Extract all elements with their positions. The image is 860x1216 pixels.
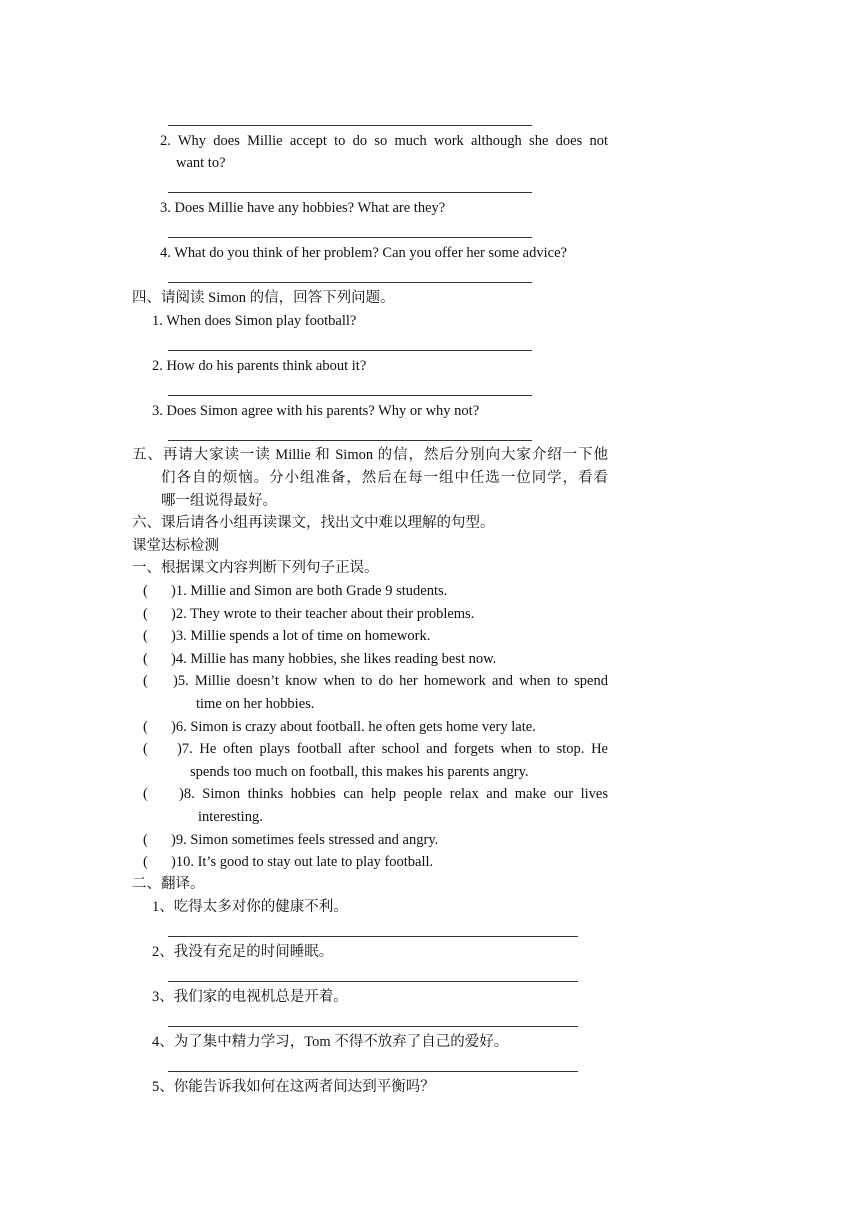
statement-text: )5. Millie doesn’t know when to do her homework and when to spend	[173, 673, 608, 690]
answer-line	[168, 282, 532, 283]
question-line: 4. What do you think of her problem? Can you offer her some advice?	[160, 245, 567, 261]
statement-text: )9. Simon sometimes feels stressed and angry.	[171, 831, 439, 848]
answer-line[interactable]	[168, 1071, 578, 1072]
translation-prompt: 3、我们家的电视机总是开着。	[152, 989, 348, 1005]
statement-text: )1. Millie and Simon are both Grade 9 students.	[171, 583, 448, 599]
answer-paren[interactable]: (	[143, 741, 148, 758]
translation-prompt: 2、我没有充足的时间睡眠。	[152, 944, 334, 960]
question-line-continued: want to?	[176, 155, 226, 171]
answer-line	[168, 395, 532, 396]
question-line	[160, 131, 608, 151]
statement-text: )7. He often plays football after school and forgets when to stop. He	[177, 741, 608, 758]
answer-line[interactable]	[168, 1026, 578, 1027]
question-line: 3. Does Millie have any hobbies? What are they?	[160, 200, 446, 216]
question-line: 3. Does Simon agree with his parents? Why or why not?	[152, 403, 480, 419]
section-text-continued: 哪一组说得最好。	[161, 493, 277, 509]
translation-prompt: 5、你能告诉我如何在这两者间达到平衡吗？	[152, 1079, 435, 1095]
answer-paren[interactable]: (	[143, 786, 148, 803]
section-heading: 六、课后请各小组再读课文，找出文中难以理解的句型。	[132, 515, 495, 531]
section-heading: 一、根据课文内容判断下列句子正误。	[132, 560, 379, 576]
statement-text-continued: spends too much on football, this makes his parents angry.	[190, 763, 529, 780]
section-text: 们各自的烦恼。分小组准备，然后在每一组中任选一位同学，看看	[161, 470, 608, 486]
statement-text-continued: interesting.	[198, 809, 263, 825]
question-line: 1. When does Simon play football?	[152, 313, 357, 329]
statement-text: )3. Millie spends a lot of time on homework.	[171, 628, 431, 645]
answer-paren[interactable]: (	[143, 718, 148, 735]
answer-line[interactable]	[168, 936, 578, 937]
answer-line	[168, 125, 532, 126]
section-heading: 四、请阅读 Simon 的信，回答下列问题。	[132, 290, 395, 306]
answer-paren[interactable]: (	[143, 854, 148, 871]
answer-line[interactable]	[168, 981, 578, 982]
question-text: 2. Why does Millie accept to do so much work although she does not	[160, 133, 608, 149]
test-title: 课堂达标检测	[132, 538, 219, 554]
answer-paren[interactable]: (	[143, 831, 148, 848]
answer-line	[168, 237, 532, 238]
answer-paren[interactable]: (	[143, 628, 148, 645]
statement-text: )8. Simon thinks hobbies can help people relax and make our lives	[179, 786, 608, 803]
section-text: 五、再请大家读一读 Millie 和 Simon 的信，然后分别向大家介绍一下他	[132, 447, 608, 463]
answer-paren[interactable]: (	[143, 673, 148, 690]
statement-text: )4. Millie has many hobbies, she likes reading best now.	[171, 650, 497, 667]
answer-line	[168, 192, 532, 193]
answer-paren[interactable]: (	[143, 605, 148, 622]
question-line: 2. How do his parents think about it?	[152, 358, 367, 374]
section-text-continued	[161, 468, 608, 488]
answer-paren[interactable]: (	[143, 650, 148, 667]
statement-text: )6. Simon is crazy about football. he often gets home very late.	[171, 718, 536, 735]
answer-paren[interactable]: (	[143, 583, 148, 599]
answer-line	[168, 440, 532, 441]
translation-prompt: 4、为了集中精力学习，Tom 不得不放弃了自己的爱好。	[152, 1034, 509, 1050]
translation-prompt: 1、吃得太多对你的健康不利。	[152, 899, 348, 915]
section-heading	[132, 445, 608, 465]
section-heading: 二、翻译。	[132, 876, 205, 892]
statement-text: )10. It’s good to stay out late to play football.	[171, 854, 434, 871]
statement-text-continued: time on her hobbies.	[196, 696, 315, 712]
answer-line	[168, 350, 532, 351]
statement-text: )2. They wrote to their teacher about their problems.	[171, 605, 475, 622]
